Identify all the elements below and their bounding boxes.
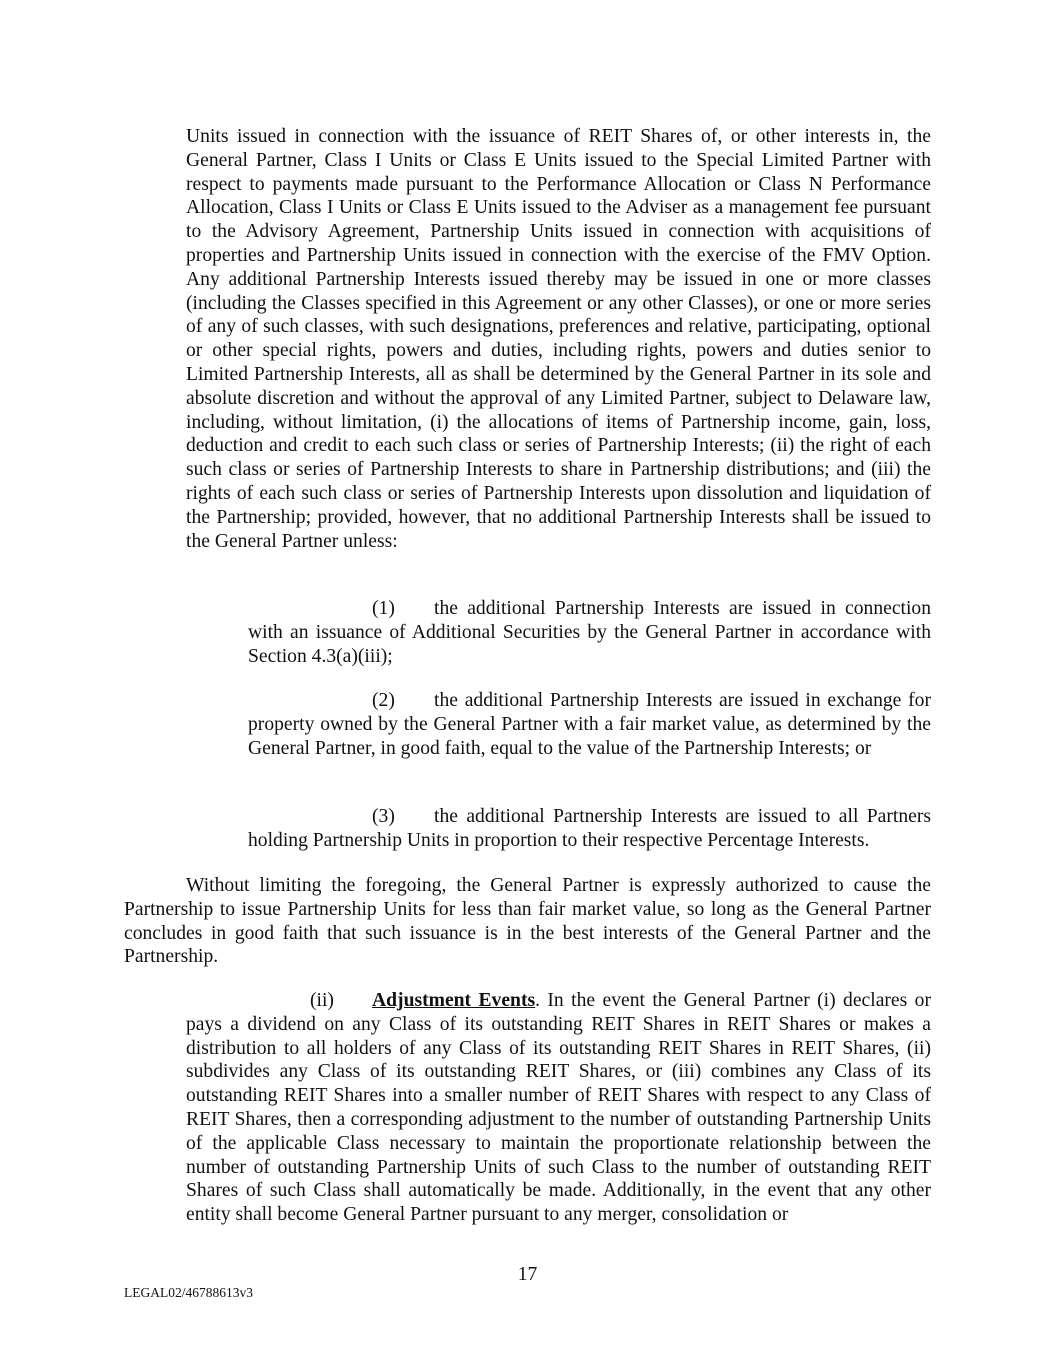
main-paragraph: Units issued in connection with the issuance of REIT Shares of, or other interests in, the General Partner, Class I Units or Class E Units issued to the Special Limited Partner with respect to payments made pursuant to the Performance Allocation or Class N Performance Allocation, Class I Units or Class E Units issued to the Adviser as a management fee pursuant to the Advisory Agreement, Partnership Units issued in connection with acquisitions of properties and Partnership Units issued in connection with the exercise of the FMV Option. Any additional Partnership Interests issued thereby may be issued in one or more classes (including the Classes specified in this Agreement or any other Classes), or one or more series of any of such classes, with such designations, preferences and relative, participating, optional or other special rights, powers and duties, including rights, powers and duties senior to Limited Partnership Interests, all as shall be determined by the General Partner in its sole and absolute discretion and without the approval of any Limited Partner, subject to Delaware law, including, without limitation, (i) the allocations of items of Partnership income, gain, loss, deduction and credit to each such class or series of Partnership Interests; (ii) the right of each such class or series of Partnership Interests to share in Partnership distributions; and (iii) the rights of each such class or series of Partnership Interests upon dissolution and liquidation of the Partnership; provided, however, that no additional Partnership Interests shall be issued to the General Partner unless: bbox=[186, 126, 931, 552]
page-number: 17 bbox=[517, 1264, 538, 1285]
adjustment-events-subsection bbox=[186, 989, 931, 1227]
list-item-number: (1) bbox=[372, 598, 395, 619]
list-item-number: (2) bbox=[372, 690, 395, 711]
list-item bbox=[248, 689, 931, 760]
list-item bbox=[248, 597, 931, 668]
document-id: LEGAL02/46788613v3 bbox=[124, 1285, 253, 1300]
list-item-text: the additional Partnership Interests are issued to all Partners holding Partnership Units in proportion to their respective Percentage Interests. bbox=[248, 806, 931, 851]
list-item-number: (3) bbox=[372, 806, 395, 827]
subsection-heading: Adjustment Events bbox=[372, 990, 536, 1011]
list-item-text: the additional Partnership Interests are issued in exchange for property owned by the General Partner with a fair market value, as determined by the General Partner, in good faith, equal to the value of the Partnership Interests; or bbox=[248, 690, 931, 759]
list-item-text: the additional Partnership Interests are issued in connection with an issuance of Additional Securities by the General Partner in accordance with Section 4.3(a)(iii); bbox=[248, 598, 931, 667]
subsection-number: (ii) bbox=[310, 990, 334, 1011]
subsection-text: . In the event the General Partner (i) declares or pays a dividend on any Class of its outstanding REIT Shares in REIT Shares or makes a distribution to all holders of any Class of its outstanding REIT Shares in REIT Shares, (ii) subdivides any Class of its outstanding REIT Shares, or (iii) combines any Class of its outstanding REIT Shares into a smaller number of REIT Shares with respect to any Class of REIT Shares, then a corresponding adjustment to the number of outstanding Partnership Units of the applicable Class necessary to maintain the proportionate relationship between the number of outstanding Partnership Units of such Class to the number of outstanding REIT Shares of such Class shall automatically be made. Additionally, in the event that any other entity shall become General Partner pursuant to any merger, consolidation or bbox=[186, 990, 931, 1226]
list-item bbox=[248, 805, 931, 853]
foregoing-paragraph: Without limiting the foregoing, the General Partner is expressly authorized to cause the Partnership to issue Partnership Units for less than fair market value, so long as the General Partner concludes in good faith that such issuance is in the best interests of the General Partner and the Partnership. bbox=[124, 875, 931, 968]
